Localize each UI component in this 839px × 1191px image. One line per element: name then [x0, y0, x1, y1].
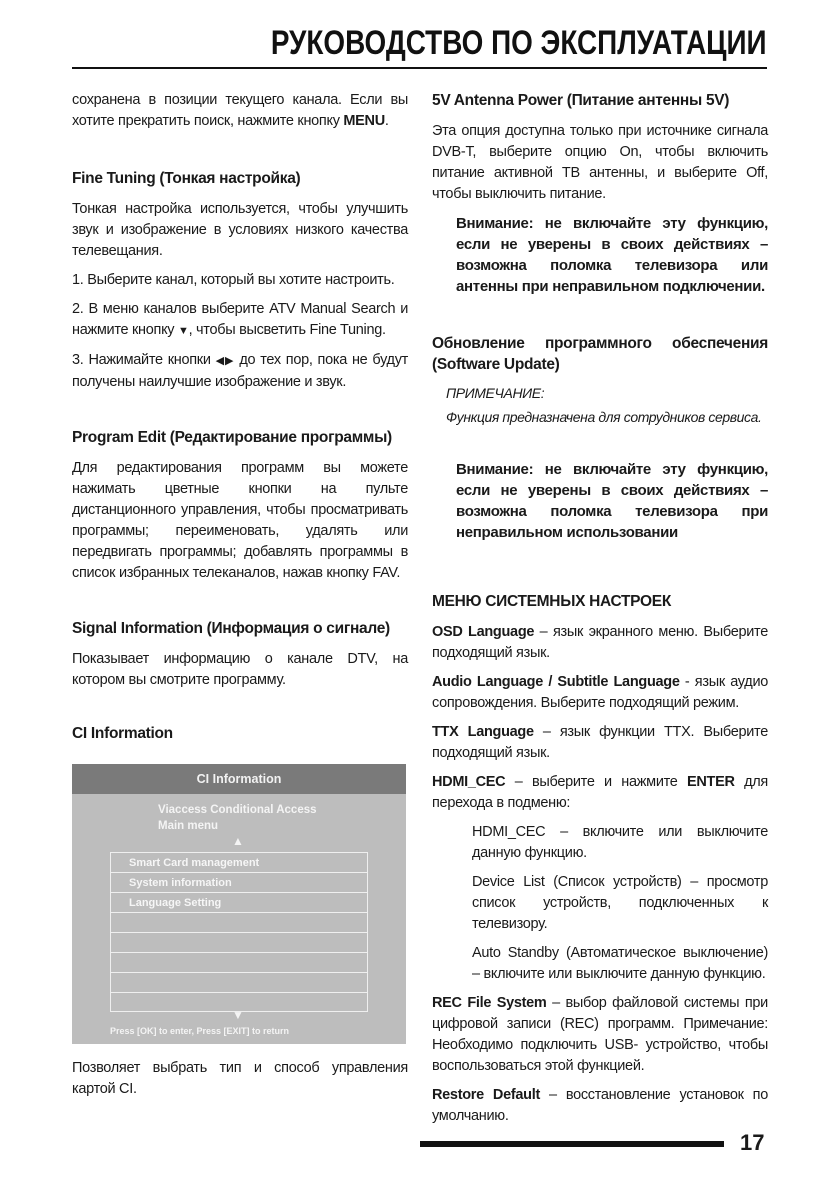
hdmi-cec-paragraph	[432, 772, 768, 814]
osd-language-key: OSD Language	[432, 624, 535, 640]
ttx-language-paragraph	[432, 722, 768, 764]
fine-tuning-p4b: до тех пор, пока не будут получены наилучшие изображение и звук.	[72, 352, 409, 390]
restore-default-paragraph	[432, 1085, 768, 1127]
software-heading: Обновление программного обеспечения (Software Update)	[432, 335, 768, 373]
fine-tuning-p1: Тонкая настройка используется, чтобы улучшить звук и изображение в условиях низкого качества телевещания.	[72, 201, 408, 259]
up-arrow-icon: ▲	[232, 834, 244, 848]
ci-menu-item	[110, 952, 368, 972]
program-edit-heading: Program Edit (Редактирование программы)	[72, 429, 392, 446]
note-label: ПРИМЕЧАНИЕ:	[446, 385, 545, 401]
right-column	[432, 90, 768, 1135]
intro-text: сохранена в позиции текущего канала. Если вы хотите прекратить поиск, нажмите кнопку	[72, 92, 408, 129]
hdmi-cec-text1: – выберите и нажмите	[505, 774, 688, 790]
ci-screen-title: CI Information	[72, 764, 406, 794]
signal-info-p1: Показывает информацию о канале DTV, на котором вы смотрите программу.	[72, 651, 408, 688]
hdmi-cec-key: HDMI_CEC	[432, 774, 506, 790]
rec-file-system-paragraph	[432, 993, 768, 1077]
hdmi-sub3: Auto Standby (Автоматическое выключение) – включите или выключите данную функцию.	[472, 945, 768, 982]
down-arrow-icon: ▼	[177, 325, 189, 337]
down-arrow-icon: ▼	[232, 1008, 244, 1022]
left-column	[72, 90, 408, 1108]
antenna-p1: Эта опция доступна только при источнике сигнала DVB-T, выберите опцию On, чтобы включить питание активной ТВ антенны, и выберите Off, чтобы выключить питание.	[432, 123, 768, 202]
ci-menu-item: System information	[110, 872, 368, 892]
ci-menu-item	[110, 912, 368, 932]
fine-tuning-p4a: 3. Нажимайте кнопки	[72, 352, 216, 368]
hdmi-cec-text2: для перехода в подменю:	[432, 774, 768, 811]
restore-default-key: Restore Default	[432, 1087, 540, 1103]
audio-language-key: Audio Language / Subtitle Language	[432, 674, 680, 690]
fine-tuning-p3b: , чтобы высветить Fine Tuning.	[188, 322, 386, 338]
footer-rule	[420, 1141, 724, 1147]
antenna-heading: 5V Antenna Power (Питание антенны 5V)	[432, 92, 730, 109]
fine-tuning-p4	[72, 350, 408, 393]
software-warning: Внимание: не включайте эту функцию, если не уверены в своих действиях – возможна поломка телевизора при неправильном использовании	[456, 461, 768, 541]
ci-menu-item	[110, 972, 368, 992]
ci-screen-sub2: Main menu	[158, 820, 219, 832]
fine-tuning-p2: 1. Выберите канал, который вы хотите настроить.	[72, 272, 395, 288]
intro-end: .	[384, 113, 389, 129]
ci-screen-footer: Press [OK] to enter, Press [EXIT] to return	[110, 1026, 290, 1036]
antenna-warning: Внимание: не включайте эту функцию, если не уверены в своих действиях – возможна поломка телевизора или антенны при неправильном подключении.	[456, 215, 768, 295]
ci-menu-item: Language Setting	[110, 892, 368, 912]
note-text: Функция предназначена для сотрудников сервиса.	[446, 409, 762, 425]
page-title: РУКОВОДСТВО ПО ЭКСПЛУАТАЦИИ	[271, 24, 767, 62]
menu-key: MENU	[343, 113, 385, 129]
enter-key: ENTER	[687, 774, 735, 790]
ci-menu-list	[110, 852, 368, 1012]
system-menu-heading: МЕНЮ СИСТЕМНЫХ НАСТРОЕК	[432, 593, 671, 610]
osd-language-paragraph	[432, 622, 768, 664]
ci-screen-sub1: Viaccess Conditional Access	[158, 804, 317, 816]
audio-language-paragraph	[432, 672, 768, 714]
signal-info-heading: Signal Information (Информация о сигнале)	[72, 620, 390, 637]
ci-info-heading: CI Information	[72, 725, 173, 742]
page-number: 17	[740, 1130, 765, 1155]
audio-language-text: - язык аудио сопровождения. Выберите подходящий режим.	[432, 674, 769, 711]
ci-information-screenshot	[72, 764, 406, 1044]
ttx-language-key: TTX Language	[432, 724, 534, 740]
rec-file-system-key: REC File System	[432, 995, 547, 1011]
osd-language-text: – язык экранного меню. Выберите подходящий язык.	[432, 624, 768, 661]
fine-tuning-heading: Fine Tuning (Тонкая настройка)	[72, 170, 301, 187]
ci-menu-item: Smart Card management	[110, 852, 368, 872]
hdmi-sub1: HDMI_CEC – включите или выключите данную функцию.	[472, 824, 768, 861]
hdmi-sub2: Device List (Список устройств) – просмотр список устройств, подключенных к телевизору.	[472, 874, 768, 932]
fine-tuning-p3	[72, 299, 408, 342]
ci-screen-subtitle	[158, 802, 317, 834]
ci-info-p1: Позволяет выбрать тип и способ управления картой CI.	[72, 1060, 408, 1097]
header-rule	[72, 67, 767, 69]
rec-file-system-text: – выбор файловой системы при цифровой записи (REC) программ. Примечание: Необходимо подключить USB- устройство, чтобы воспользоваться этой функцией.	[432, 995, 768, 1074]
intro-paragraph	[72, 90, 408, 132]
ci-menu-item	[110, 932, 368, 952]
restore-default-text: – восстановление установок по умолчанию.	[432, 1087, 769, 1124]
fine-tuning-p3a: 2. В меню каналов выберите ATV Manual Search и нажмите кнопку	[72, 301, 408, 338]
left-right-arrows-icon: ◀▶	[215, 355, 235, 367]
ttx-language-text: – язык функции TTX. Выберите подходящий язык.	[432, 724, 768, 761]
program-edit-p1: Для редактирования программ вы можете нажимать цветные кнопки на пульте дистанционного управления, чтобы просматривать программы; переименовать, удалять или передвигать программы; добавлять программы в список избранных телеканалов, нажав кнопку FAV.	[72, 460, 408, 581]
